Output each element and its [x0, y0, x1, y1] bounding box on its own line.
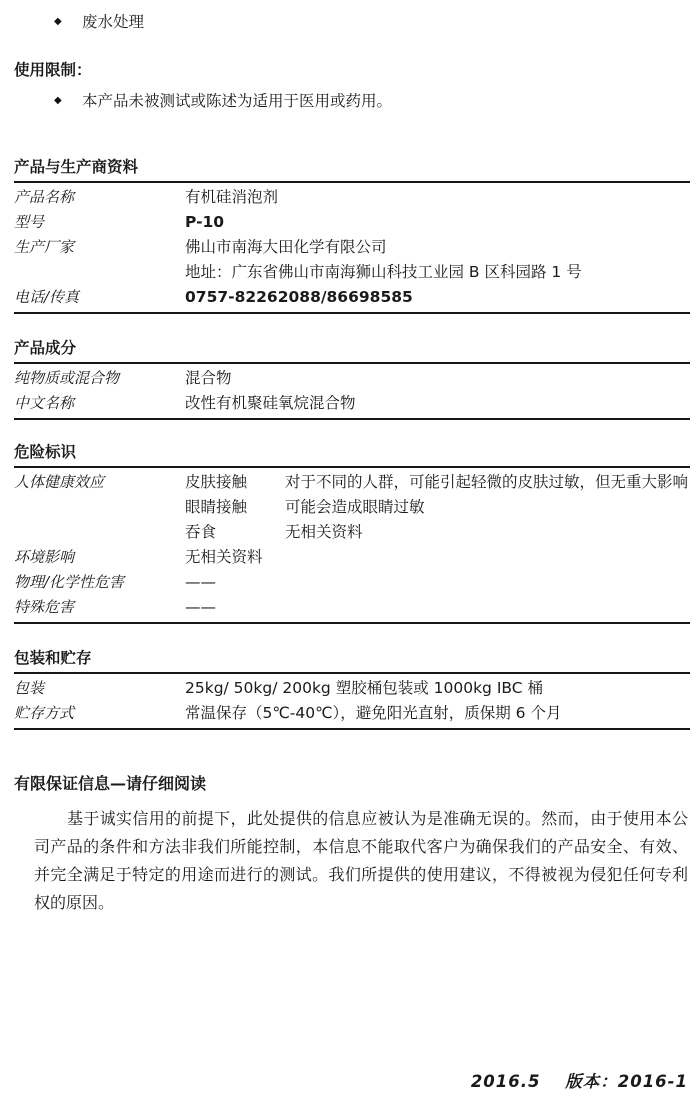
- row-value: 0757-82262088/86698585: [185, 288, 413, 306]
- row-value: 地址：广东省佛山市南海狮山科技工业园 B 区科园路 1 号: [185, 263, 582, 281]
- row-sublabel: 无相关资料: [185, 548, 263, 566]
- composition-table: [14, 362, 690, 420]
- row-value: 佛山市南海大田化学有限公司: [185, 238, 387, 256]
- table-row: [14, 520, 690, 545]
- table-row: [14, 366, 690, 391]
- row-label: [14, 520, 185, 545]
- row-description: [285, 570, 690, 595]
- warranty-paragraph: 基于诚实信用的前提下，此处提供的信息应被认为是准确无误的。然而，由于使用本公司产品的条件和方法非我们所能控制，本信息不能取代客户为确保我们的产品安全、有效、并完全满足于特定的用途而进行的测试。我们所提供的使用建议，不得被视为侵犯任何专利权的原因。: [34, 809, 688, 912]
- row-sublabel: 眼睛接触: [185, 498, 248, 516]
- table-row: [14, 495, 690, 520]
- row-label: 型号: [14, 213, 45, 231]
- table-row: [14, 260, 690, 285]
- restriction-bullet-text: 本产品未被测试或陈述为适用于医用或药用。: [82, 92, 393, 110]
- section-hazards: [14, 442, 690, 624]
- section-title-packaging: 包装和贮存: [14, 649, 92, 667]
- row-label: 环境影响: [14, 548, 75, 566]
- application-bullet-text: 废水处理: [82, 13, 145, 31]
- packaging-table: [14, 672, 690, 730]
- row-value: 25kg/ 50kg/ 200kg 塑胶桶包装或 1000kg IBC 桶: [185, 679, 543, 697]
- row-description: 无相关资料: [285, 523, 363, 541]
- row-label: 特殊危害: [14, 598, 75, 616]
- table-row: [14, 210, 690, 235]
- row-label: 中文名称: [14, 394, 75, 412]
- section-title-product-info: 产品与生产商资料: [14, 158, 139, 176]
- row-description: [285, 595, 690, 620]
- warranty-heading: 有限保证信息—请仔细阅读: [14, 774, 207, 793]
- row-value: P-10: [185, 213, 225, 231]
- row-label: [14, 260, 185, 285]
- row-value: 混合物: [185, 369, 232, 387]
- product-info-table: [14, 181, 690, 314]
- section-composition: [14, 338, 690, 420]
- row-value: 改性有机聚硅氧烷混合物: [185, 394, 356, 412]
- section-product-info: [14, 157, 690, 314]
- table-row: [14, 676, 690, 701]
- table-row: [14, 391, 690, 416]
- section-title-composition: 产品成分: [14, 339, 77, 357]
- document-footer: [471, 1068, 688, 1092]
- row-label: 电话/传真: [14, 288, 80, 306]
- table-row: [14, 545, 690, 570]
- row-label: 纯物质或混合物: [14, 369, 120, 387]
- row-description: 可能会造成眼睛过敏: [285, 498, 425, 516]
- table-row: [14, 285, 690, 310]
- row-label: 物理/化学性危害: [14, 573, 125, 591]
- table-row: [14, 235, 690, 260]
- row-label: [14, 495, 185, 520]
- restriction-bullet-row: [14, 91, 690, 111]
- row-description: [285, 545, 690, 570]
- hazards-table: [14, 466, 690, 624]
- row-sublabel: ——: [185, 598, 216, 616]
- row-value: 有机硅消泡剂: [185, 188, 279, 206]
- table-row: [14, 701, 690, 726]
- row-label: 生产厂家: [14, 238, 75, 256]
- table-row: [14, 185, 690, 210]
- row-label: 包装: [14, 679, 45, 697]
- footer-date: 2016.5: [470, 1072, 541, 1091]
- row-label: 人体健康效应: [14, 473, 105, 491]
- row-sublabel: 吞食: [185, 523, 217, 541]
- table-row: [14, 470, 690, 495]
- row-label: 贮存方式: [14, 704, 75, 722]
- row-value: 常温保存（5℃-40℃），避免阳光直射，质保期 6 个月: [185, 704, 562, 722]
- footer-version: 版本：2016-1: [565, 1072, 688, 1091]
- table-row: [14, 595, 690, 620]
- table-row: [14, 570, 690, 595]
- row-sublabel: 皮肤接触: [185, 473, 248, 491]
- row-description: 对于不同的人群，可能引起轻微的皮肤过敏，但无重大影响: [285, 473, 689, 491]
- usage-restrictions-heading: 使用限制：: [14, 61, 92, 79]
- section-packaging: [14, 648, 690, 730]
- diamond-bullet-icon: ◆: [54, 95, 62, 106]
- section-title-hazards: 危险标识: [14, 443, 77, 461]
- row-sublabel: ——: [185, 573, 216, 591]
- diamond-bullet-icon: ◆: [54, 16, 62, 27]
- row-label: 产品名称: [14, 188, 75, 206]
- application-bullet-row: [14, 12, 690, 32]
